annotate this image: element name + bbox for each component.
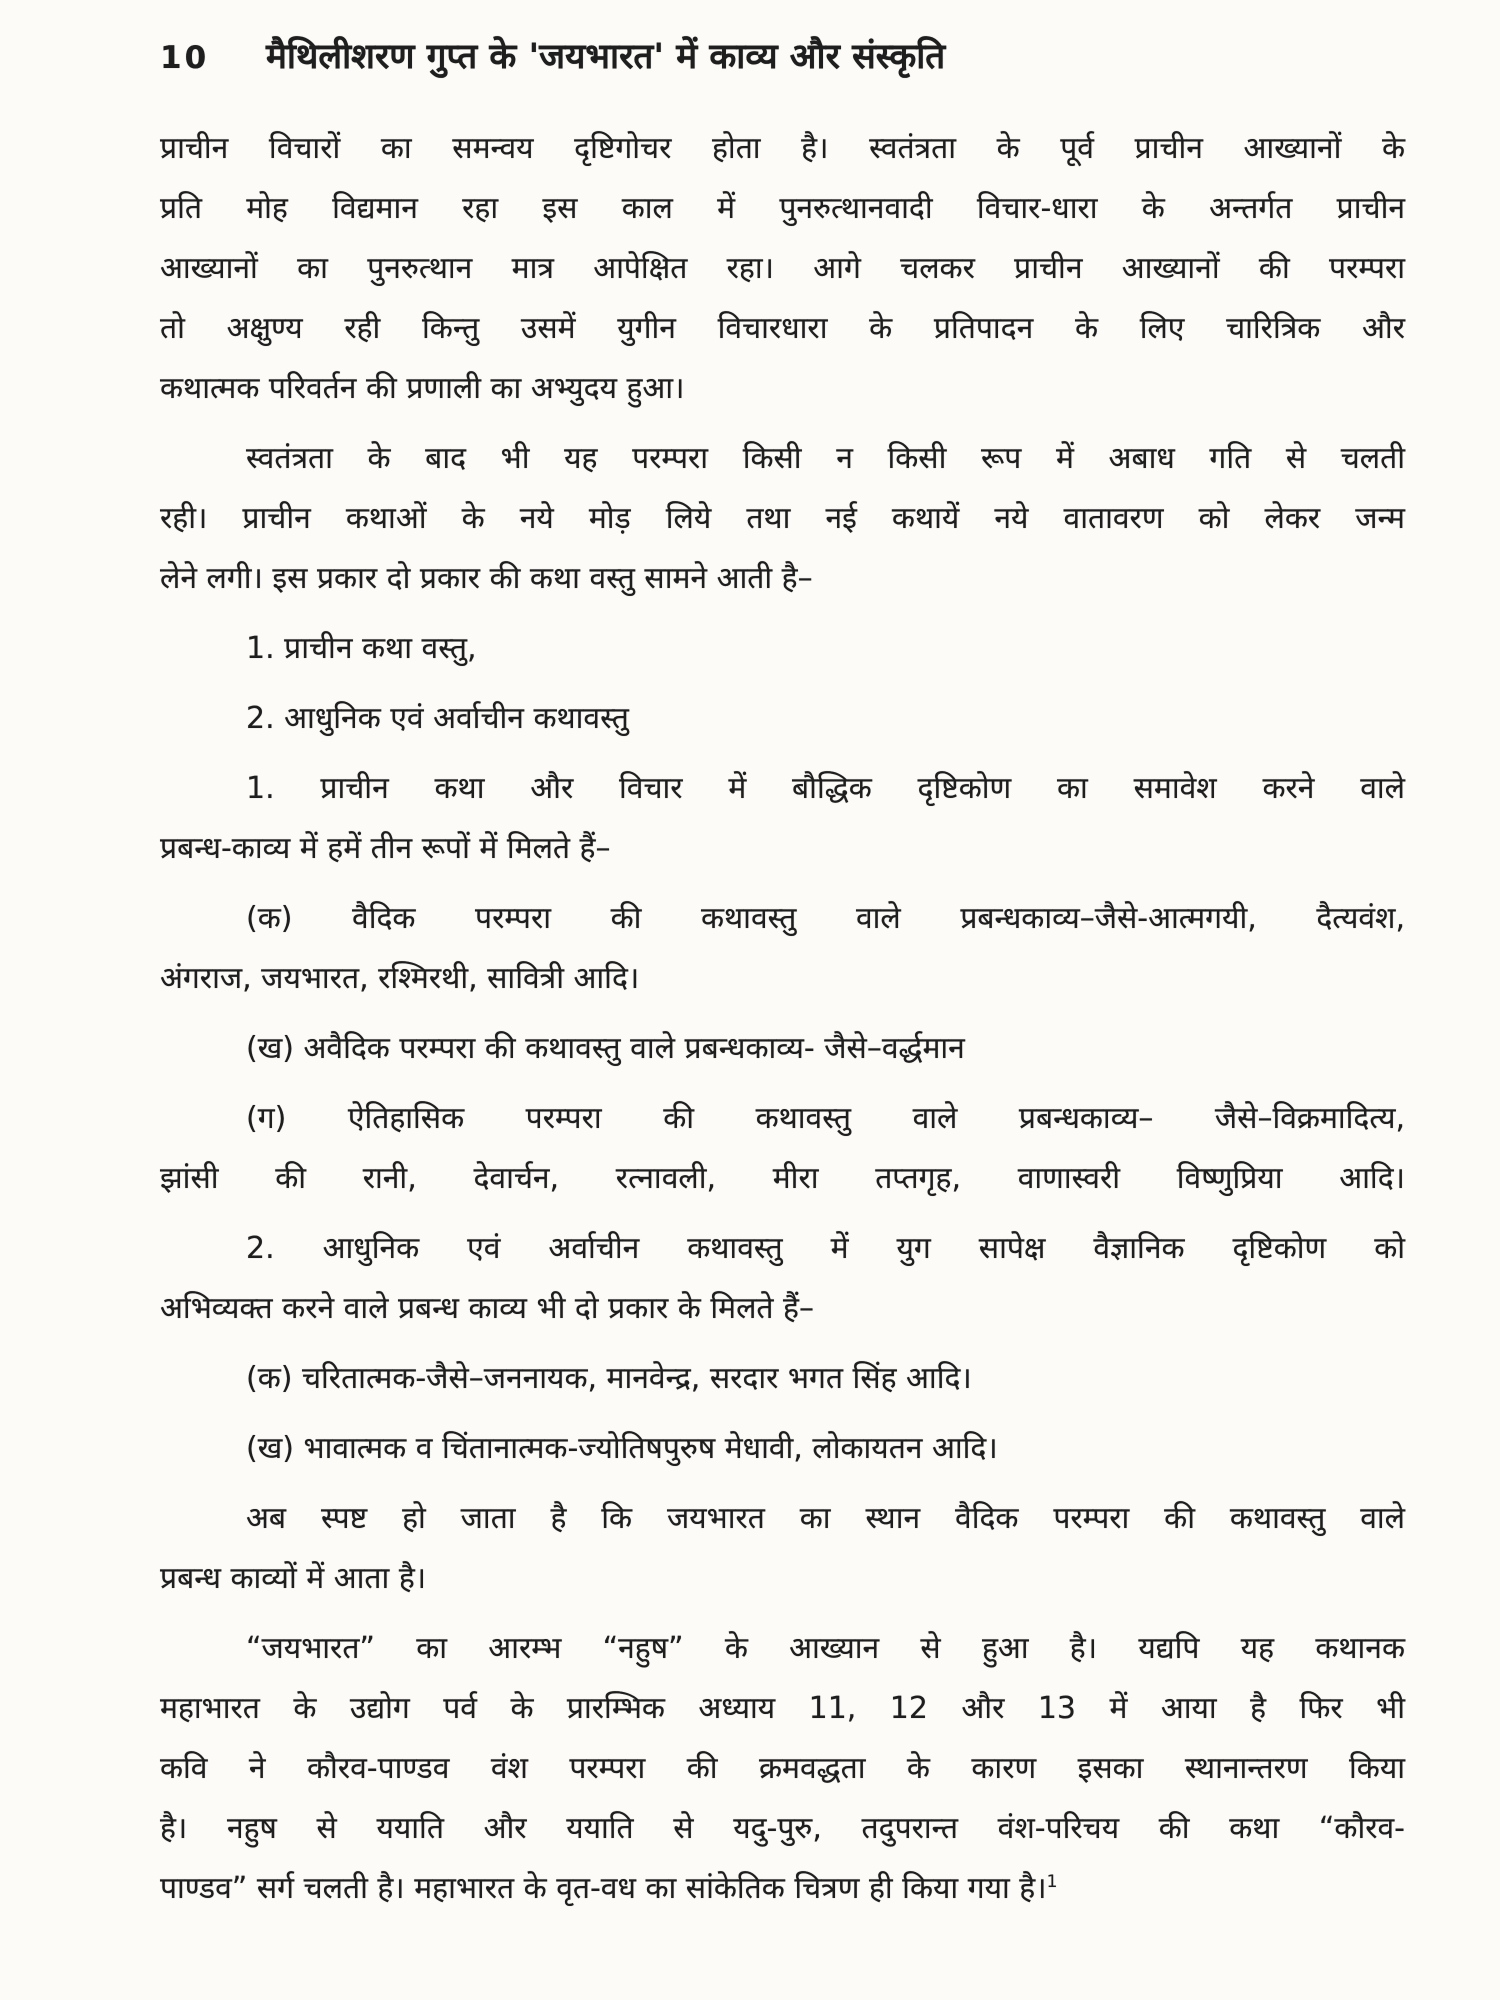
text-line [160,689,1405,749]
text-line-content: “जयभारत” का आरम्भ “नहुष” के आख्यान से हुआ है। यद्यपि यह कथानक [246,1631,1405,1666]
paragraph [160,1089,1405,1209]
text-line [160,1619,1405,1679]
text-line-content: (ख) अवैदिक परम्परा की कथावस्तु वाले प्रबन्धकाव्य- जैसे–वर्द्धमान [246,1031,965,1066]
text-line-content: 2. आधुनिक एवं अर्वाचीन कथावस्तु में युग सापेक्ष वैज्ञानिक दृष्टिकोण को [246,1231,1405,1266]
text-line-content: 1. प्राचीन कथा और विचार में बौद्धिक दृष्टिकोण का समावेश करने वाले [246,771,1405,806]
text-line-content: अभिव्यक्त करने वाले प्रबन्ध काव्य भी दो प्रकार के मिलते हैं– [160,1291,814,1326]
text-line-content: 2. आधुनिक एवं अर्वाचीन कथावस्तु [246,701,629,736]
text-line-content: प्रबन्ध-काव्य में हमें तीन रूपों में मिलते हैं– [160,831,611,866]
paragraph [160,429,1405,609]
text-line-content: (ख) भावात्मक व चिंतानात्मक-ज्योतिषपुरुष मेधावी, लोकायतन आदि। [246,1431,998,1466]
text-line [160,1549,1405,1609]
text-line-content: कथात्मक परिवर्तन की प्रणाली का अभ्युदय हुआ। [160,371,685,406]
text-line-content: है। नहुष से ययाति और ययाति से यदु-पुरु, तदुपरान्त वंश-परिचय की कथा “कौरव- [160,1811,1405,1846]
text-line [160,549,1405,609]
text-line-content: पाण्डव” सर्ग चलती है। महाभारत के वृत-वध का सांकेतिक चित्रण ही किया गया है। [160,1871,1047,1906]
text-line-content: आख्यानों का पुनरुत्थान मात्र आपेक्षित रहा। आगे चलकर प्राचीन आख्यानों की परम्परा [160,251,1405,286]
text-line-content: झांसी की रानी, देवार्चन, रत्नावली, मीरा तप्तगृह, वाणास्वरी विष्णुप्रिया आदि। [160,1161,1405,1196]
text-line-content: स्वतंत्रता के बाद भी यह परम्परा किसी न किसी रूप में अबाध गति से चलती [246,441,1405,476]
paragraph [160,1489,1405,1609]
text-line-content: लेने लगी। इस प्रकार दो प्रकार की कथा वस्तु सामने आती है– [160,561,813,596]
text-line [160,1679,1405,1739]
page-title: मैथिलीशरण गुप्त के 'जयभारत' में काव्य और संस्कृति [266,37,946,77]
text-line [160,1419,1405,1479]
text-line-content: प्रति मोह विद्यमान रहा इस काल में पुनरुत्थानवादी विचार-धारा के अन्तर्गत प्राचीन [160,191,1405,226]
text-line [160,489,1405,549]
text-line-content: महाभारत के उद्योग पर्व के प्रारम्भिक अध्याय 11, 12 और 13 में आया है फिर भी [160,1691,1405,1726]
text-line [160,1349,1405,1409]
paragraph [160,889,1405,1009]
text-line [160,1219,1405,1279]
text-line [160,759,1405,819]
text-line [160,359,1405,419]
paragraph [160,1419,1405,1479]
paragraph [160,1349,1405,1409]
footnote-marker: 1 [1046,1872,1058,1892]
text-line-content: 1. प्राचीन कथा वस्तु, [246,631,477,666]
text-line [160,1019,1405,1079]
text-line-content: अब स्पष्ट हो जाता है कि जयभारत का स्थान वैदिक परम्परा की कथावस्तु वाले [246,1501,1405,1536]
page-body [160,119,1405,1919]
text-line [160,1489,1405,1549]
text-line-content: रही। प्राचीन कथाओं के नये मोड़ लिये तथा नई कथायें नये वातावरण को लेकर जन्म [160,501,1405,536]
text-line-content: अंगराज, जयभारत, रश्मिरथी, सावित्री आदि। [160,961,640,996]
text-line [160,1089,1405,1149]
text-line [160,429,1405,489]
paragraph [160,689,1405,749]
text-line [160,239,1405,299]
paragraph [160,1219,1405,1339]
text-line [160,1149,1405,1209]
text-line [160,619,1405,679]
text-line [160,819,1405,879]
text-line-content: तो अक्षुण्य रही किन्तु उसमें युगीन विचारधारा के प्रतिपादन के लिए चारित्रिक और [160,311,1405,346]
text-line-content: (ग) ऐतिहासिक परम्परा की कथावस्तु वाले प्रबन्धकाव्य– जैसे–विक्रमादित्य, [246,1101,1405,1136]
paragraph [160,1619,1405,1919]
page-header [160,32,1405,79]
text-line [160,1279,1405,1339]
text-line-content: (क) वैदिक परम्परा की कथावस्तु वाले प्रबन्धकाव्य–जैसे-आत्मगयी, दैत्यवंश, [246,901,1405,936]
text-line [160,889,1405,949]
text-line [160,119,1405,179]
page-number: 10 [160,40,210,76]
text-line [160,1859,1405,1919]
text-line [160,299,1405,359]
text-line-content: (क) चरितात्मक-जैसे–जननायक, मानवेन्द्र, सरदार भगत सिंह आदि। [246,1361,972,1396]
text-line [160,949,1405,1009]
paragraph [160,119,1405,419]
paragraph [160,619,1405,679]
text-line-content: प्राचीन विचारों का समन्वय दृष्टिगोचर होता है। स्वतंत्रता के पूर्व प्राचीन आख्यानों के [160,131,1405,166]
text-line-content: प्रबन्ध काव्यों में आता है। [160,1561,427,1596]
text-line [160,1739,1405,1799]
paragraph [160,1019,1405,1079]
text-line-content: कवि ने कौरव-पाण्डव वंश परम्परा की क्रमवद्धता के कारण इसका स्थानान्तरण किया [160,1751,1405,1786]
paragraph [160,759,1405,879]
text-line [160,1799,1405,1859]
text-line [160,179,1405,239]
